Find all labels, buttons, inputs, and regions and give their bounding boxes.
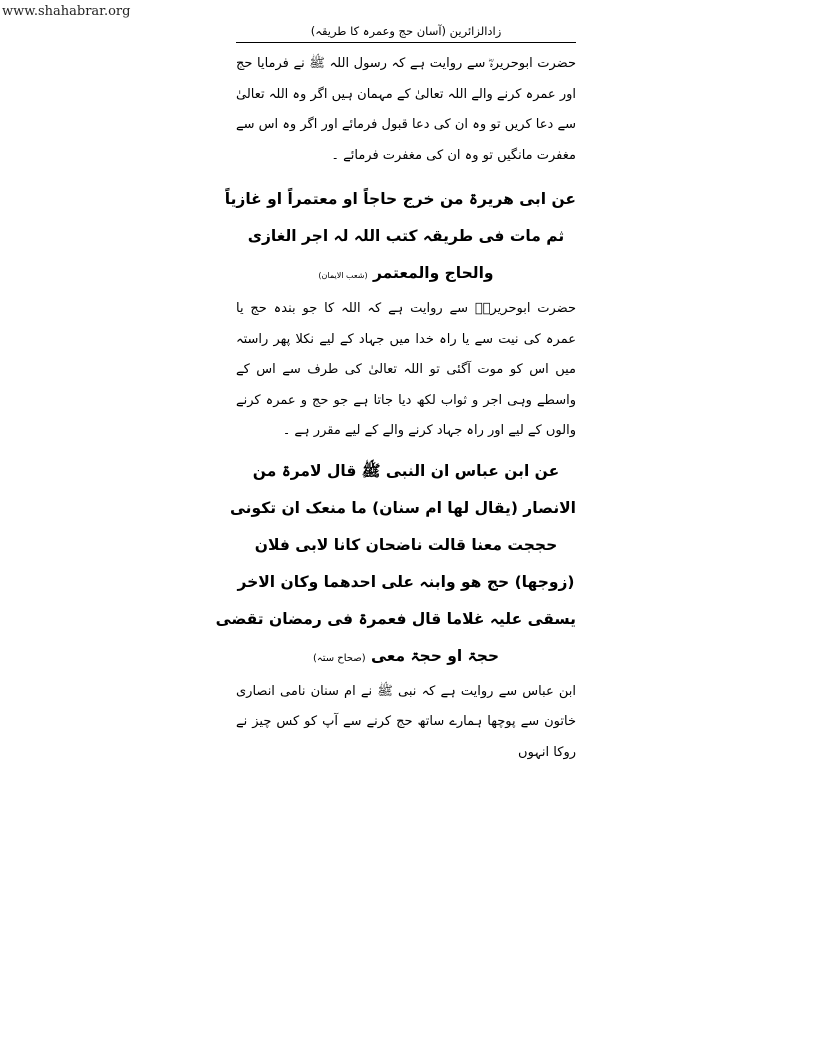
arabic-hadith-2	[215, 453, 576, 677]
arabic-hadith-1	[224, 181, 576, 294]
arabic-line: عن ابن عباس ان النبی ﷺ قال لامرۃ من	[252, 461, 560, 480]
book-page	[215, 22, 576, 768]
arabic-line: عن ابی ھریرۃ من خرج حاجاً او معتمراً او غازیاً	[224, 190, 576, 208]
arabic-line: حججت معنا قالت ناضحان کانا لابی فلان	[254, 535, 558, 554]
urdu-paragraph-1: حضرت ابوحریرہؓ سے روایت ہے کہ رسول اللہ ﷺ نے فرمایا حج اور عمرہ کرنے والے اللہ تعالیٰ کے مہمان ہیں اگر وہ اللہ تعالیٰ سے دعا کریں تو وہ ان کی دعا قبول فرمائے اور اگر وہ اس سے مغفرت مانگیں تو وہ ان کی مغفرت فرمائے ۔	[236, 56, 576, 163]
urdu-paragraph-2: حضرت ابوحریرہؓ سے روایت ہے کہ اللہ کا جو بندہ حج یا عمرہ کی نیت سے یا راہ خدا میں جہاد کے لیے نکلا پھر راستہ میں اس کو موت آگئی تو اللہ تعالیٰ کی طرف سے اس کے واسطے وہی اجر و ثواب لکھ دیا جاتا ہے جو حج و عمرہ کرنے والوں کے لیے اور راہ جہاد کرنے والے کے لیے مقرر ہے ۔	[236, 301, 576, 438]
urdu-paragraph-3: ابن عباس سے روایت ہے کہ نبی ﷺ نے ام سنان نامی انصاری خاتون سے پوچھا ہمارے ساتھ حج کرنے سے آپ کو کس چیز نے روکا انہوں	[236, 683, 576, 760]
arabic-line-with-reference	[236, 638, 576, 677]
arabic-line: ثم مات فی طریقہ کتب اللہ لہ اجر الغازی	[247, 227, 565, 245]
arabic-line-text: حجۃ او حجۃ معی	[371, 646, 500, 665]
running-header: زادالزائرین (آسان حج وعمرہ کا طریقہ)	[236, 22, 576, 43]
site-watermark: www.shahabrar.org	[2, 4, 131, 19]
arabic-line: یسقی علیہ غلاما قال فعمرۃ فی رمضان تقضی	[215, 609, 576, 628]
source-reference: (شعب الایمان)	[318, 271, 368, 280]
arabic-line: (زوجھا) حج ھو وابنہ علی احدھما وکان الاخر	[237, 572, 575, 591]
source-reference: (صحاح ستہ)	[312, 652, 366, 664]
arabic-line-text: والحاج والمعتمر	[372, 264, 494, 282]
arabic-line: الانصار (یقال لھا ام سنان) ما منعک ان تکونی	[230, 498, 576, 517]
arabic-line-with-reference	[236, 255, 576, 294]
